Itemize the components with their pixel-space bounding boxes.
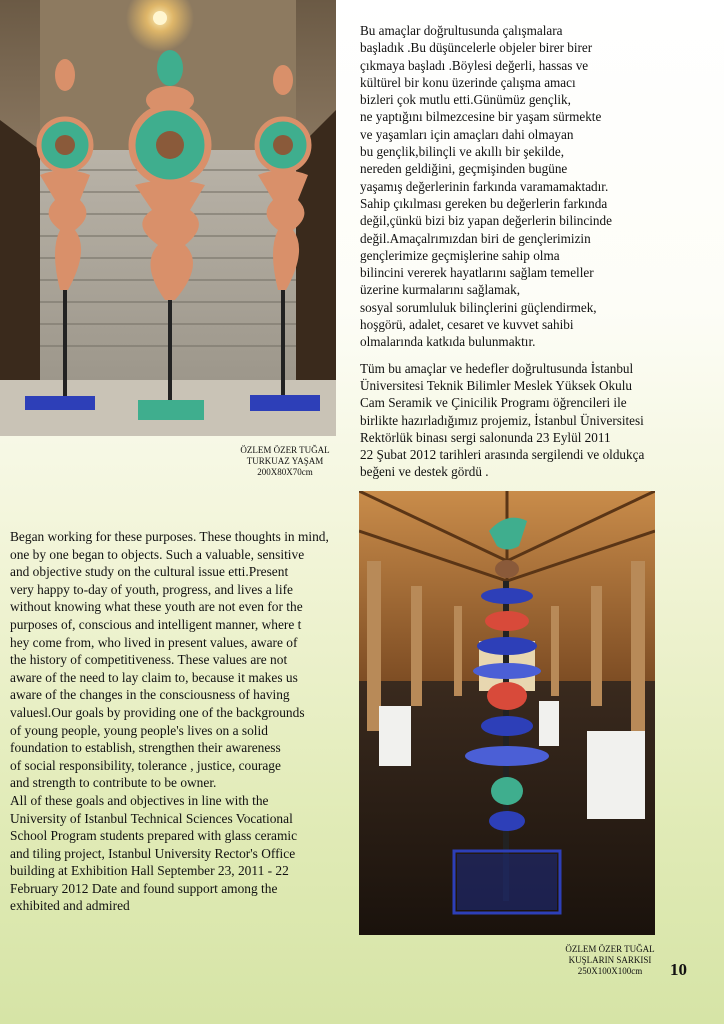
- caption-dimensions: 200X80X70cm: [257, 467, 313, 477]
- caption-artist: ÖZLEM ÖZER TUĞAL: [565, 944, 655, 954]
- turkish-paragraph: Bu amaçlar doğrultusunda çalışmalara başladık .Bu düşüncelerle objeler birer birer çıkmaya başladı .Böylesi değerli, hassas ve kültürel bir konu üzerinde çalışma amacı bizleri çok mutlu etti.Günümüz gençlik, ne yaptığını bilmezcesine bir yaşam sürmekte ve yaşamları için amaçları dahi olmayan bu gençlik,bilinçli ve akıllı bir şekilde, nereden geldiğini, geçmişinden bugüne yaşamış değerlerinin farkında varamamaktadır. Sahip çıkılması gereken bu değerlerin farkında değil,çünkü bizi biz yapan değerlerin bilincinde değil.Amaçalrımızdan biri de gençlerimizin gençlerimize geçmişlerine sahip olma bilincini vererek hayatlarını sağlam temeller üzerine kurmalarını sağlamak, sosyal sorumluluk bilinçlerini güçlendirmek, hoşgörü, adalet, cesaret ve kuvvet sahibi olmalarında katkıda bulunmaktır.: [360, 23, 612, 350]
- page-number: 10: [670, 960, 687, 979]
- caption-title: TURKUAZ YAŞAM: [246, 456, 324, 466]
- turkish-text-block: [360, 22, 700, 490]
- english-paragraph: Began working for these purposes. These thoughts in mind, one by one began to objects. Such a valuable, sensitive and objective study on the cultural issue etti.Present very happy to-day of youth, progress, and lives a life without knowing what these youth are not even for the purposes of, conscious and intelligent manner, where t hey come from, who lived in present values, aware of the history of competitiveness. These values are not aware of the need to lay claim to, because it makes us aware of the changes in the consciousness of having valuesl.Our goals by providing one of the backgrounds of young people, young people's lives on a solid foundation to establish, strengthen their awareness of social responsibility, tolerance , justice, courage and strength to contribute to be owner. All of these goals and objectives in line with the University of Istanbul Technical Sciences Vocational School Program students prepared with glass ceramic and tiling project, Istanbul University Rector's Office building at Exhibition Hall September 23, 2011 - 22 February 2012 Date and found support among the exhibited and admired: [10, 529, 329, 914]
- caption-dimensions: 250X100X100cm: [577, 966, 643, 976]
- sculpture-photo-kuslarin-sarkisi: [359, 491, 655, 935]
- caption-title: KUŞLARIN SARKISI: [568, 955, 652, 965]
- turkish-paragraph: Tüm bu amaçlar ve hedefler doğrultusunda İstanbul Üniversitesi Teknik Bilimler Meslek Yüksek Okulu Cam Seramik ve Çinicilik Programı öğrencileri ile birlikte hazırladığımız projemiz, İstanbul Üniversitesi Rektörlük binası sergi salonunda 23 Eylül 2011 22 Şubat 2012 tarihleri arasında sergilendi ve oldukça beğeni ve destek gördü .: [360, 360, 645, 480]
- caption-artist: ÖZLEM ÖZER TUĞAL: [240, 445, 330, 455]
- english-text-block: [10, 528, 360, 915]
- caption-turkuaz-yasam: [230, 445, 340, 478]
- caption-kuslarin-sarkisi: [555, 944, 665, 977]
- sculpture-photo-turkuaz-yasam: [0, 0, 336, 436]
